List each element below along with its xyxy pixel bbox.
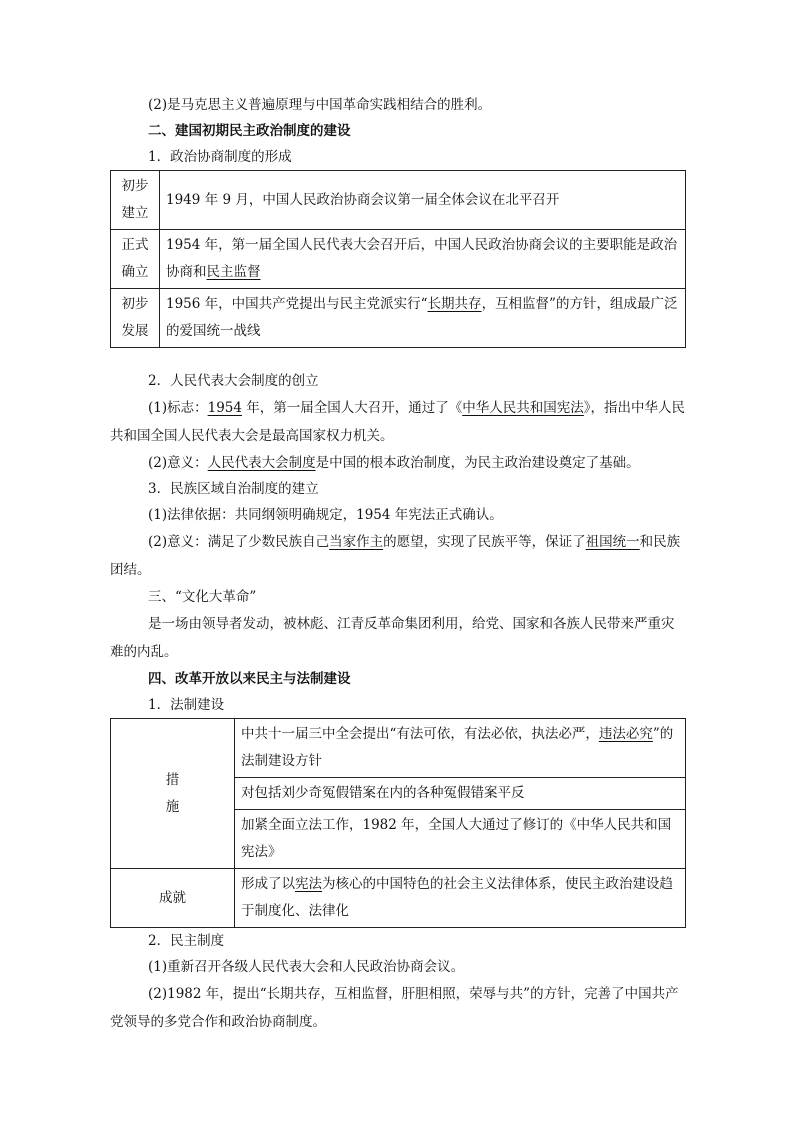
measures-head: 措 施	[111, 719, 235, 869]
legal-construction-table	[110, 718, 686, 928]
section3-text: 是一场由领导者发动，被林彪、江青反革命集团利用，给党、国家和各族人民带来严重灾难的内乱。	[110, 616, 675, 660]
intro-line: (2)是马克思主义普遍原理与中国革命实践相结合的胜利。	[148, 97, 492, 113]
table-row	[111, 171, 686, 230]
achievement-cell: 形成了以宪法为核心的中国特色的社会主义法律体系，使民主政治建设趋于制度化、法律化	[235, 869, 686, 928]
table-row	[111, 289, 686, 348]
row-text: 1949 年 9 月，中国人民政治协商会议第一届全体会议在北平召开	[160, 171, 686, 230]
row-head: 初步 发展	[111, 289, 160, 348]
democracy-item-2: (2)1982 年，提出“长期共存，互相监督，肝胆相照，荣辱与共”的方针，完善了中国共产党领导的多党合作和政治协商制度。	[110, 986, 679, 1030]
row-head: 初步 建立	[111, 171, 160, 230]
npc-meaning-paragraph: (2)意义：人民代表大会制度是中国的根本政治制度，为民主政治建设奠定了基础。	[148, 455, 640, 471]
political-consultation-table	[110, 170, 686, 348]
section4-sub2: 2．民主制度	[148, 933, 225, 949]
table-row	[111, 719, 686, 778]
achievement-head: 成就	[111, 869, 235, 928]
table-row	[111, 869, 686, 928]
row-text: 1954 年，第一届全国人民代表大会召开后，中国人民政治协商会议的主要职能是政治协商和民主监督	[160, 230, 686, 289]
section2-sub3: 3．民族区域自治制度的建立	[148, 481, 319, 497]
section2-sub2: 2．人民代表大会制度的创立	[148, 373, 319, 389]
measure-cell: 中共十一届三中全会提出“有法可依，有法必依，执法必严，违法必究”的法制建设方针	[235, 719, 686, 778]
row-head: 正式 确立	[111, 230, 160, 289]
section2-sub1: 1．政治协商制度的形成	[148, 149, 292, 165]
measure-cell: 对包括刘少奇冤假错案在内的各种冤假错案平反	[235, 778, 686, 810]
measure-cell: 加紧全面立法工作，1982 年，全国人大通过了修订的《中华人民共和国宪法》	[235, 810, 686, 869]
section3-title: 三、“文化大革命”	[148, 589, 257, 605]
democracy-item-1: (1)重新召开各级人民代表大会和人民政治协商会议。	[148, 959, 465, 975]
autonomy-law-paragraph: (1)法律依据：共同纲领明确规定，1954 年宪法正式确认。	[148, 507, 503, 523]
npc-symbol-paragraph: (1)标志：1954 年，第一届全国人大召开，通过了《中华人民共和国宪法》，指出中华人民共和国全国人民代表大会是最高国家权力机关。	[110, 400, 686, 444]
table-row	[111, 230, 686, 289]
row-text: 1956 年，中国共产党提出与民主党派实行“长期共存，互相监督”的方针，组成最广泛的爱国统一战线	[160, 289, 686, 348]
section2-title: 二、建国初期民主政治制度的建设	[148, 123, 351, 139]
section4-sub1: 1．法制建设	[148, 697, 225, 713]
autonomy-meaning-paragraph: (2)意义：满足了少数民族自己当家作主的愿望，实现了民族平等，保证了祖国统一和民族团结。	[110, 534, 681, 578]
section4-title: 四、改革开放以来民主与法制建设	[148, 671, 351, 687]
document-page	[110, 92, 686, 1036]
